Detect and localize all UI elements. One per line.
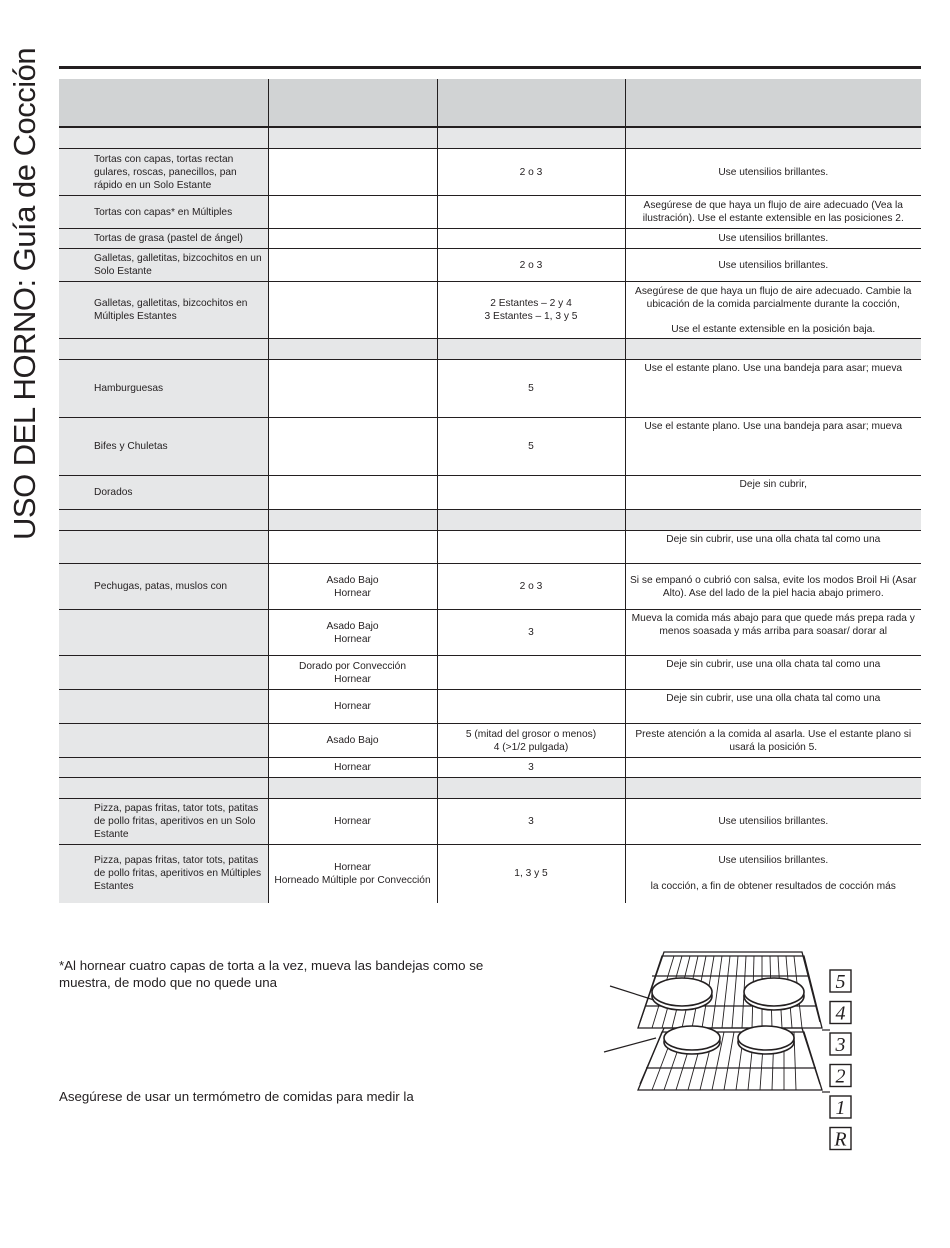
rack-position-cell: 1, 3 y 5 <box>437 845 625 903</box>
note-line: Use utensilios brillantes. <box>718 233 829 244</box>
cook-mode-cell <box>268 282 437 339</box>
note-line: Use el estante extensible en la posición baja. <box>671 323 876 335</box>
notes-cell <box>625 656 921 690</box>
food-cell: Tortas de grasa (pastel de ángel) <box>59 229 268 249</box>
rack-number-label: 5 <box>835 971 846 993</box>
note-line: Use utensilios brillantes. <box>718 855 829 867</box>
table-row <box>59 360 921 418</box>
note-line: Deje sin cubrir, use una olla chata tal como una <box>666 693 881 704</box>
notes-cell <box>625 724 921 758</box>
rack-position-cell <box>437 229 625 249</box>
table-row <box>59 564 921 610</box>
rack-position-cell: 2 Estantes – 2 y 4 3 Estantes – 1, 3 y 5 <box>437 282 625 339</box>
section-header-row <box>59 127 921 149</box>
cook-mode-cell: Asado Bajo <box>268 724 437 758</box>
cook-mode-cell <box>268 229 437 249</box>
notes-cell <box>625 149 921 196</box>
rack-position-cell <box>437 476 625 510</box>
rack-number-label: R <box>834 1128 847 1151</box>
rack-position-cell <box>437 656 625 690</box>
cooking-guide-table <box>59 79 921 903</box>
note-line: Use el estante plano. Use una bandeja para asar; mueva <box>644 363 903 374</box>
table-row <box>59 758 921 778</box>
note-line: Deje sin cubrir, use una olla chata tal como una <box>666 534 881 545</box>
food-cell <box>59 610 268 656</box>
lower-rack-pans <box>664 1026 794 1054</box>
note-line: Deje sin cubrir, <box>739 479 807 490</box>
cook-mode-cell: Hornear <box>268 690 437 724</box>
rack-position-cell <box>437 196 625 229</box>
note-line: Mueva la comida más abajo para que quede más prepa rada y menos soasada y más arriba para soasar/ dorar al <box>631 613 915 637</box>
rack-position-numbers <box>822 970 851 1151</box>
cook-mode-cell: Hornear <box>268 758 437 778</box>
footnote-four-layers: *Al hornear cuatro capas de torta a la vez, mueva las bandejas como se muestra, de modo que no quede una <box>59 958 484 990</box>
note-line: la cocción, a fin de obtener resultados de cocción más <box>650 881 896 893</box>
note-line: Si se empanó o cubrió con salsa, evite los modos Broil Hi (Asar Alto). Ase del lado de la piel hacia abajo primero. <box>629 574 917 599</box>
table-row <box>59 476 921 510</box>
lower-pointer-line <box>604 1038 656 1052</box>
food-cell: Tortas con capas* en Múltiples <box>59 196 268 229</box>
notes-cell <box>625 249 921 282</box>
rack-number-label: 1 <box>835 1097 846 1119</box>
food-cell <box>59 531 268 564</box>
food-cell <box>59 656 268 690</box>
table-row <box>59 149 921 196</box>
note-line: Asegúrese de que haya un flujo de aire adecuado (Vea la ilustración). Use el estante extensible en las posiciones 2. <box>642 200 904 224</box>
table-row <box>59 656 921 690</box>
note-line: Preste atención a la comida al asarla. Use el estante plano si usará la posición 5. <box>635 728 912 753</box>
cook-mode-cell: Asado Bajo Hornear <box>268 564 437 610</box>
food-cell: Pechugas, patas, muslos con <box>59 564 268 610</box>
notes-cell <box>625 690 921 724</box>
food-cell: Pizza, papas fritas, tator tots, patitas de pollo fritas, aperitivos en un Solo Estante <box>59 799 268 845</box>
notes-cell <box>625 564 921 610</box>
upper-pointer-line <box>610 986 654 1000</box>
notes-cell <box>625 799 921 845</box>
table-row <box>59 418 921 476</box>
note-line: Deje sin cubrir, use una olla chata tal como una <box>666 659 881 670</box>
food-cell: Galletas, galletitas, bizcochitos en Múltiples Estantes <box>59 282 268 339</box>
notes-cell <box>625 845 921 903</box>
cook-mode-cell <box>268 418 437 476</box>
notes-cell <box>625 360 921 418</box>
notes-cell <box>625 758 921 778</box>
table-row <box>59 799 921 845</box>
notes-cell <box>625 476 921 510</box>
cook-mode-cell: Hornear Horneado Múltiple por Convección <box>268 845 437 903</box>
rack-position-cell <box>437 531 625 564</box>
rack-position-cell: 3 <box>437 758 625 778</box>
note-line: Use el estante plano. Use una bandeja para asar; mueva <box>644 421 903 432</box>
food-cell: Pizza, papas fritas, tator tots, patitas de pollo fritas, aperitivos en Múltiples Estantes <box>59 845 268 903</box>
table-row <box>59 845 921 903</box>
table-row <box>59 249 921 282</box>
table-row <box>59 196 921 229</box>
cook-mode-cell <box>268 196 437 229</box>
rack-position-cell: 3 <box>437 610 625 656</box>
cook-mode-cell: Hornear <box>268 799 437 845</box>
food-cell: Bifes y Chuletas <box>59 418 268 476</box>
rack-number-label: 4 <box>835 1002 846 1025</box>
rack-position-cell: 2 o 3 <box>437 249 625 282</box>
notes-cell <box>625 531 921 564</box>
table-row <box>59 282 921 339</box>
rack-position-cell <box>437 690 625 724</box>
table-row <box>59 724 921 758</box>
cook-mode-cell: Asado Bajo Hornear <box>268 610 437 656</box>
rack-number-label: 2 <box>835 1065 846 1088</box>
note-line: Use utensilios brillantes. <box>718 816 829 827</box>
notes-cell <box>625 418 921 476</box>
section-header-row <box>59 510 921 531</box>
note-line: Use utensilios brillantes. <box>718 259 829 271</box>
food-cell: Galletas, galletitas, bizcochitos en un Solo Estante <box>59 249 268 282</box>
upper-rack-pans <box>652 978 804 1010</box>
section-header-row <box>59 339 921 360</box>
table-row <box>59 531 921 564</box>
table-row <box>59 229 921 249</box>
note-line: Asegúrese de que haya un flujo de aire adecuado. Cambie la ubicación de la comida parcialmente durante la cocción, <box>635 285 912 310</box>
note-line: Use utensilios brillantes. <box>718 166 829 178</box>
rack-number-label: 3 <box>835 1034 846 1056</box>
rack-position-cell: 2 o 3 <box>437 149 625 196</box>
thermometer-note: Asegúrese de usar un termómetro de comidas para medir la <box>59 1089 414 1104</box>
notes-cell <box>625 229 921 249</box>
cook-mode-cell <box>268 249 437 282</box>
table-row <box>59 610 921 656</box>
cook-mode-cell <box>268 360 437 418</box>
notes-cell <box>625 282 921 339</box>
rack-position-illustration <box>600 950 860 1160</box>
cook-mode-cell <box>268 531 437 564</box>
food-cell <box>59 690 268 724</box>
food-cell <box>59 758 268 778</box>
section-header-row <box>59 778 921 799</box>
cook-mode-cell: Dorado por Convección Hornear <box>268 656 437 690</box>
rack-position-cell: 5 (mitad del grosor o menos) 4 (>1/2 pulgada) <box>437 724 625 758</box>
food-cell: Dorados <box>59 476 268 510</box>
rack-position-cell: 5 <box>437 360 625 418</box>
page-side-title: USO DEL HORNO: Guía de Cocción <box>7 47 42 540</box>
cook-mode-cell <box>268 476 437 510</box>
food-cell <box>59 724 268 758</box>
table-row <box>59 690 921 724</box>
table-header-row <box>59 79 921 127</box>
food-cell: Hamburguesas <box>59 360 268 418</box>
top-rule <box>59 66 921 69</box>
cook-mode-cell <box>268 149 437 196</box>
notes-cell <box>625 196 921 229</box>
rack-position-cell: 5 <box>437 418 625 476</box>
notes-cell <box>625 610 921 656</box>
rack-position-cell: 2 o 3 <box>437 564 625 610</box>
food-cell: Tortas con capas, tortas rectan gulares, roscas, panecillos, pan rápido en un Solo Estante <box>59 149 268 196</box>
rack-position-cell: 3 <box>437 799 625 845</box>
